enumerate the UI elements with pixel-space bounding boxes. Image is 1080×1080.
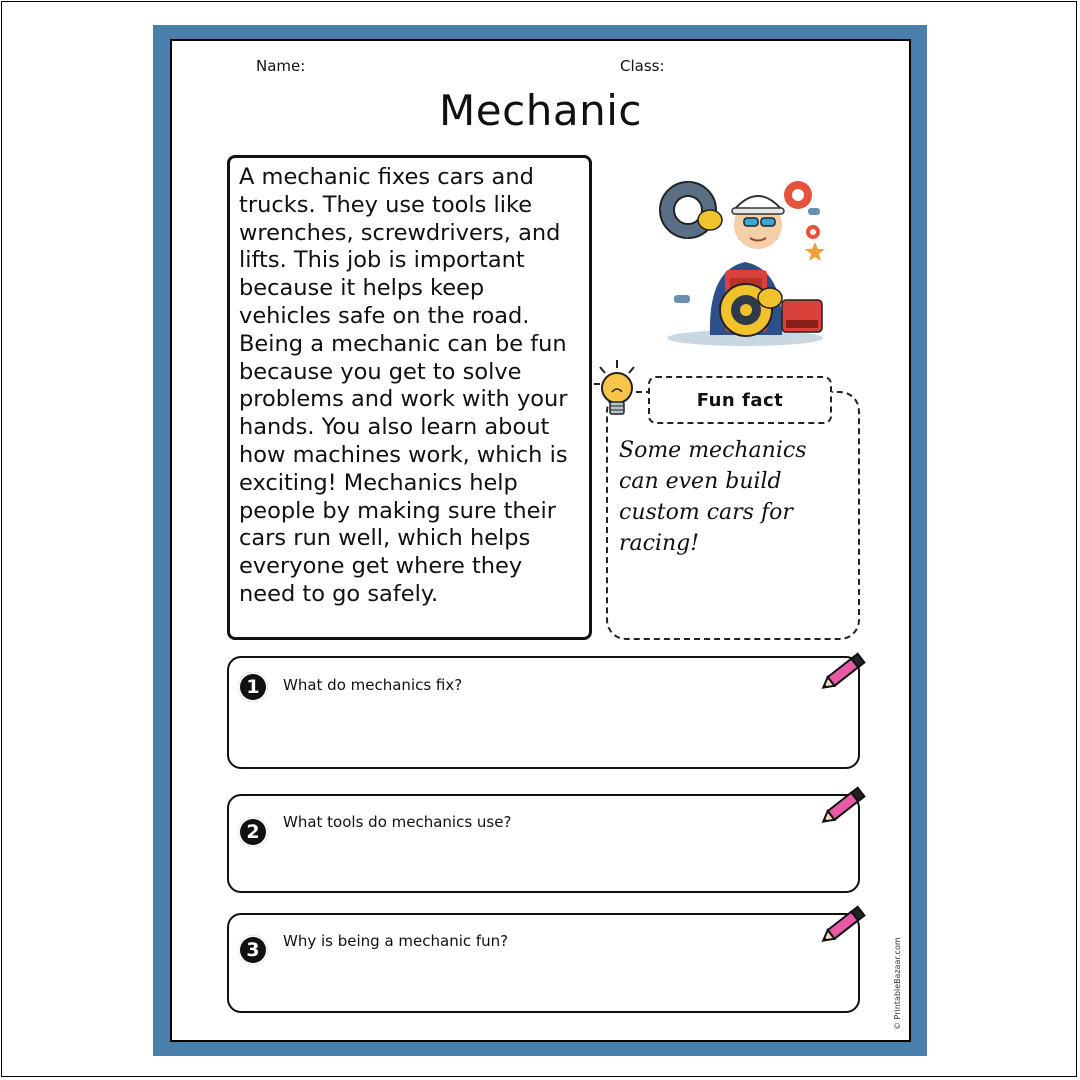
reading-passage: A mechanic fixes cars and trucks. They use tools like wrenches, screwdrivers, and lifts. This job is important because it helps keep vehicles safe on the road. Being a mechanic can be fun because you get to solve problems and work with your hands. You also learn about how machines work, which is exciting! Mechanics help people by making sure their cars run well, which helps everyone get where they need to go safely. <box>227 155 592 640</box>
question-text-1: What do mechanics fix? <box>283 676 463 694</box>
class-label: Class: <box>620 57 665 75</box>
name-label: Name: <box>256 57 306 75</box>
fun-fact-title: Fun fact <box>648 376 832 424</box>
answer-box-1[interactable] <box>227 656 860 769</box>
question-number-2: 2 <box>238 817 268 847</box>
fun-fact-text: Some mechanics can even build custom cars for racing! <box>619 438 807 556</box>
pencil-icon <box>818 785 870 827</box>
answer-box-3[interactable] <box>227 913 860 1013</box>
question-number-1: 1 <box>238 672 268 702</box>
answer-box-2[interactable] <box>227 794 860 893</box>
lightbulb-icon <box>592 358 642 424</box>
mechanic-illustration <box>650 170 830 350</box>
pencil-icon <box>818 651 870 693</box>
question-number-3: 3 <box>238 935 268 965</box>
question-text-3: Why is being a mechanic fun? <box>283 932 509 950</box>
question-text-2: What tools do mechanics use? <box>283 813 512 831</box>
page-title: Mechanic <box>439 86 642 135</box>
pencil-icon <box>818 904 870 946</box>
watermark: © PrintableBazaar.com <box>893 937 902 1030</box>
